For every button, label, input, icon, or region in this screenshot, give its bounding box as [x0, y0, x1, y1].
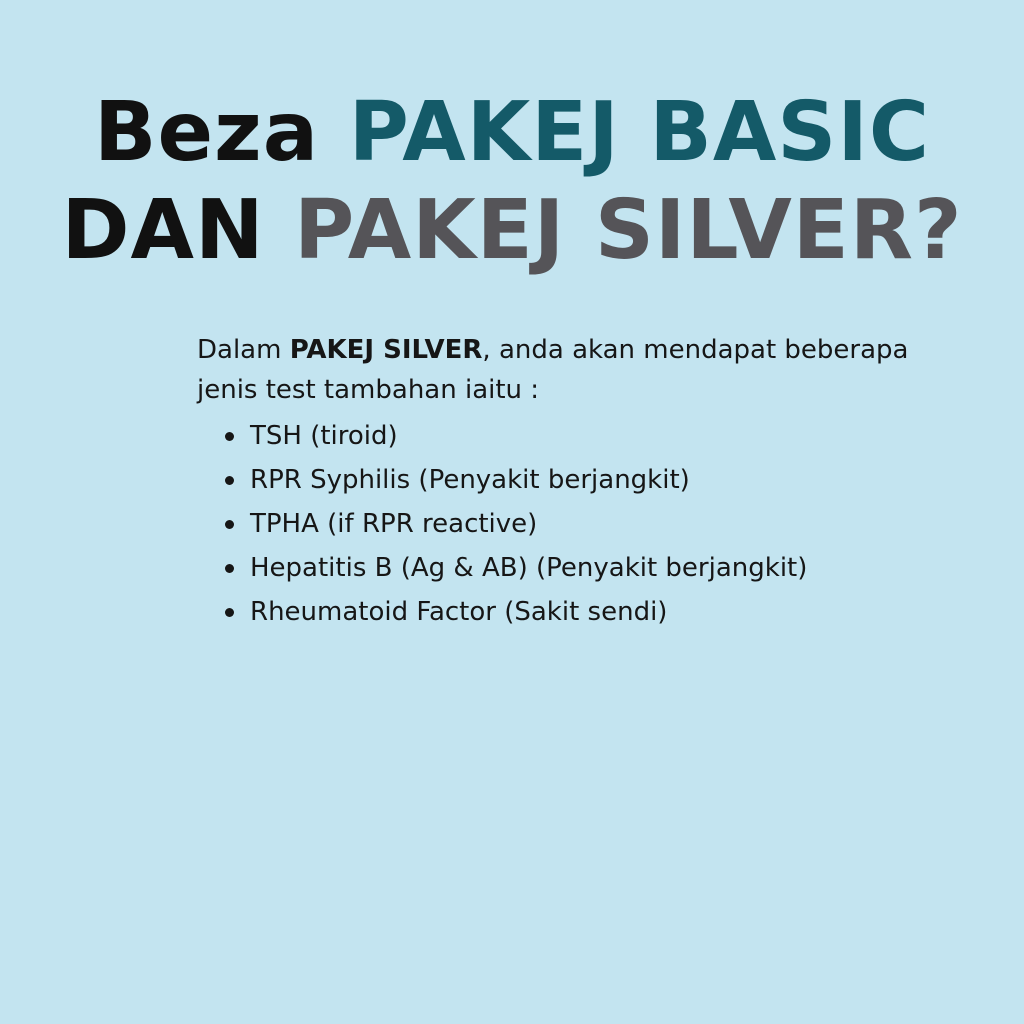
intro-paragraph [197, 330, 917, 410]
bullet-icon [225, 476, 234, 485]
body-text [197, 330, 917, 634]
list-item-label: Rheumatoid Factor (Sakit sendi) [250, 597, 668, 627]
list-item [197, 546, 917, 590]
title-pakej-basic: PAKEJ BASIC [348, 85, 931, 180]
list-item [197, 414, 917, 458]
list-item [197, 502, 917, 546]
intro-prefix: Dalam [197, 335, 290, 365]
title-line-1 [0, 85, 1024, 180]
list-item [197, 458, 917, 502]
title-pakej-silver: PAKEJ SILVER? [294, 183, 963, 278]
list-item-label: TSH (tiroid) [250, 421, 398, 451]
intro-highlight: PAKEJ SILVER [289, 335, 483, 365]
tests-list [197, 414, 917, 634]
bullet-icon [225, 432, 234, 441]
bullet-icon [225, 564, 234, 573]
bullet-icon [225, 520, 234, 529]
list-item-label: TPHA (if RPR reactive) [250, 509, 538, 539]
title-word-dan: DAN [61, 183, 265, 278]
list-item-label: RPR Syphilis (Penyakit berjangkit) [250, 465, 690, 495]
list-item-label: Hepatitis B (Ag & AB) (Penyakit berjangkit) [250, 553, 808, 583]
title-word-beza: Beza [93, 85, 320, 180]
intro-suffix: , anda akan mendapat beberapa jenis test tambahan iaitu : [197, 335, 909, 405]
list-item [197, 590, 917, 634]
bullet-icon [225, 608, 234, 617]
title-line-2 [0, 183, 1024, 278]
